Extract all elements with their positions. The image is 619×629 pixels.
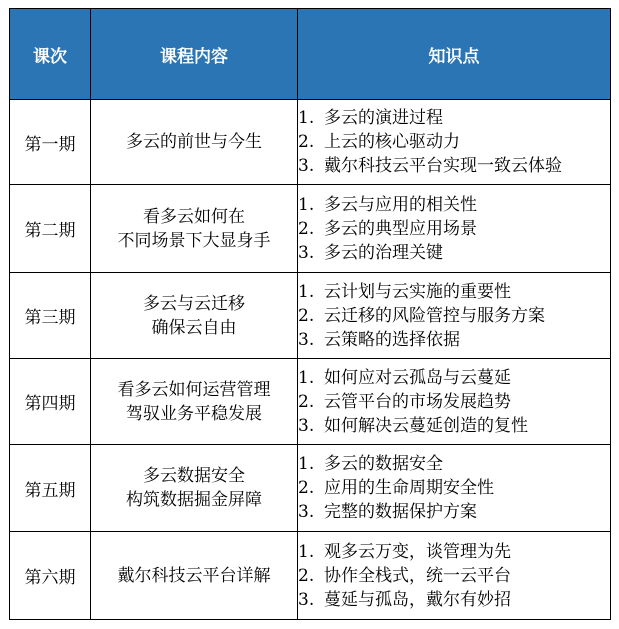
list-number: 1. xyxy=(298,454,315,474)
point-text: 多云的数据安全 xyxy=(324,454,443,474)
list-number: 1. xyxy=(298,367,315,388)
period-cell: 第二期 xyxy=(10,185,91,273)
table-row xyxy=(10,445,611,532)
list-number: 2. xyxy=(298,478,315,498)
table-row xyxy=(10,100,611,185)
period-cell: 第六期 xyxy=(10,532,91,620)
header-course-content: 课程内容 xyxy=(91,9,298,100)
list-item xyxy=(298,193,610,217)
knowledge-points-list xyxy=(298,193,610,265)
course-content-line: 驾驭业务平稳发展 xyxy=(126,403,262,424)
list-item xyxy=(298,328,610,352)
list-number: 2. xyxy=(298,305,315,326)
point-text: 如何应对云孤岛与云蔓延 xyxy=(324,367,511,388)
knowledge-points-list xyxy=(298,280,610,352)
list-item xyxy=(298,588,610,612)
list-number: 3. xyxy=(298,415,315,436)
list-item xyxy=(298,452,610,476)
knowledge-points-list xyxy=(298,540,610,612)
knowledge-points-cell xyxy=(298,359,611,445)
course-content-line: 多云的前世与今生 xyxy=(126,132,262,152)
point-text: 如何解决云蔓延创造的复性 xyxy=(324,415,528,436)
course-content-line: 确保云自由 xyxy=(151,317,237,338)
knowledge-points-list xyxy=(298,452,610,524)
list-item xyxy=(298,154,610,178)
period-cell: 第一期 xyxy=(10,100,91,185)
point-text: 多云与应用的相关性 xyxy=(324,194,477,215)
knowledge-points-cell xyxy=(298,532,611,620)
list-item xyxy=(298,130,610,154)
list-item xyxy=(298,241,610,265)
table-row xyxy=(10,185,611,273)
course-content-line: 不同场景下大显身手 xyxy=(117,230,271,251)
list-number: 2. xyxy=(298,218,315,239)
point-text: 蔓延与孤岛，戴尔有妙招 xyxy=(324,589,511,610)
table-header-row xyxy=(10,9,611,100)
course-content-line: 看多云如何在 xyxy=(143,206,245,227)
list-item xyxy=(298,106,610,130)
list-number: 3. xyxy=(298,242,315,263)
knowledge-points-cell xyxy=(298,185,611,273)
list-item xyxy=(298,476,610,500)
list-item xyxy=(298,500,610,524)
table-row xyxy=(10,532,611,620)
table-row xyxy=(10,273,611,359)
point-text: 多云的演进过程 xyxy=(324,108,443,128)
course-content-line: 构筑数据掘金屏障 xyxy=(126,490,262,510)
point-text: 上云的核心驱动力 xyxy=(324,132,460,152)
point-text: 完整的数据保护方案 xyxy=(324,502,477,522)
list-number: 3. xyxy=(298,502,315,522)
course-content-line: 看多云如何运营管理 xyxy=(117,379,271,400)
course-content-line: 戴尔科技云平台详解 xyxy=(117,565,271,586)
list-item xyxy=(298,564,610,588)
knowledge-points-cell xyxy=(298,445,611,532)
list-number: 2. xyxy=(298,132,315,152)
list-number: 3. xyxy=(298,589,315,610)
list-number: 1. xyxy=(298,194,315,215)
course-content-line: 多云数据安全 xyxy=(143,466,245,486)
point-text: 戴尔科技云平台实现一致云体验 xyxy=(324,156,562,176)
knowledge-points-list xyxy=(298,106,610,178)
list-number: 3. xyxy=(298,156,315,176)
point-text: 多云的典型应用场景 xyxy=(324,218,477,239)
list-number: 3. xyxy=(298,329,315,350)
course-content-cell xyxy=(91,185,298,273)
list-item xyxy=(298,366,610,390)
list-item xyxy=(298,280,610,304)
point-text: 应用的生命周期安全性 xyxy=(324,478,494,498)
period-cell: 第四期 xyxy=(10,359,91,445)
course-content-line: 多云与云迁移 xyxy=(143,293,245,314)
list-item xyxy=(298,390,610,414)
list-item xyxy=(298,414,610,438)
list-item xyxy=(298,540,610,564)
list-number: 1. xyxy=(298,541,315,562)
list-number: 1. xyxy=(298,108,315,128)
list-item xyxy=(298,304,610,328)
knowledge-points-list xyxy=(298,366,610,438)
knowledge-points-cell xyxy=(298,100,611,185)
period-cell: 第三期 xyxy=(10,273,91,359)
course-content-cell xyxy=(91,445,298,532)
knowledge-points-cell xyxy=(298,273,611,359)
header-session: 课次 xyxy=(10,9,91,100)
course-content-cell xyxy=(91,532,298,620)
list-number: 1. xyxy=(298,281,315,302)
list-number: 2. xyxy=(298,565,315,586)
point-text: 云管平台的市场发展趋势 xyxy=(324,391,511,412)
course-schedule-table xyxy=(9,8,611,620)
point-text: 云计划与云实施的重要性 xyxy=(324,281,511,302)
list-item xyxy=(298,217,610,241)
table-row xyxy=(10,359,611,445)
header-knowledge-points: 知识点 xyxy=(298,9,611,100)
course-content-cell xyxy=(91,359,298,445)
course-content-cell xyxy=(91,100,298,185)
point-text: 观多云万变，谈管理为先 xyxy=(324,541,511,562)
point-text: 多云的治理关键 xyxy=(324,242,443,263)
point-text: 云策略的选择依据 xyxy=(324,329,460,350)
period-cell: 第五期 xyxy=(10,445,91,532)
course-content-cell xyxy=(91,273,298,359)
list-number: 2. xyxy=(298,391,315,412)
point-text: 云迁移的风险管控与服务方案 xyxy=(324,305,545,326)
point-text: 协作全栈式，统一云平台 xyxy=(324,565,511,586)
